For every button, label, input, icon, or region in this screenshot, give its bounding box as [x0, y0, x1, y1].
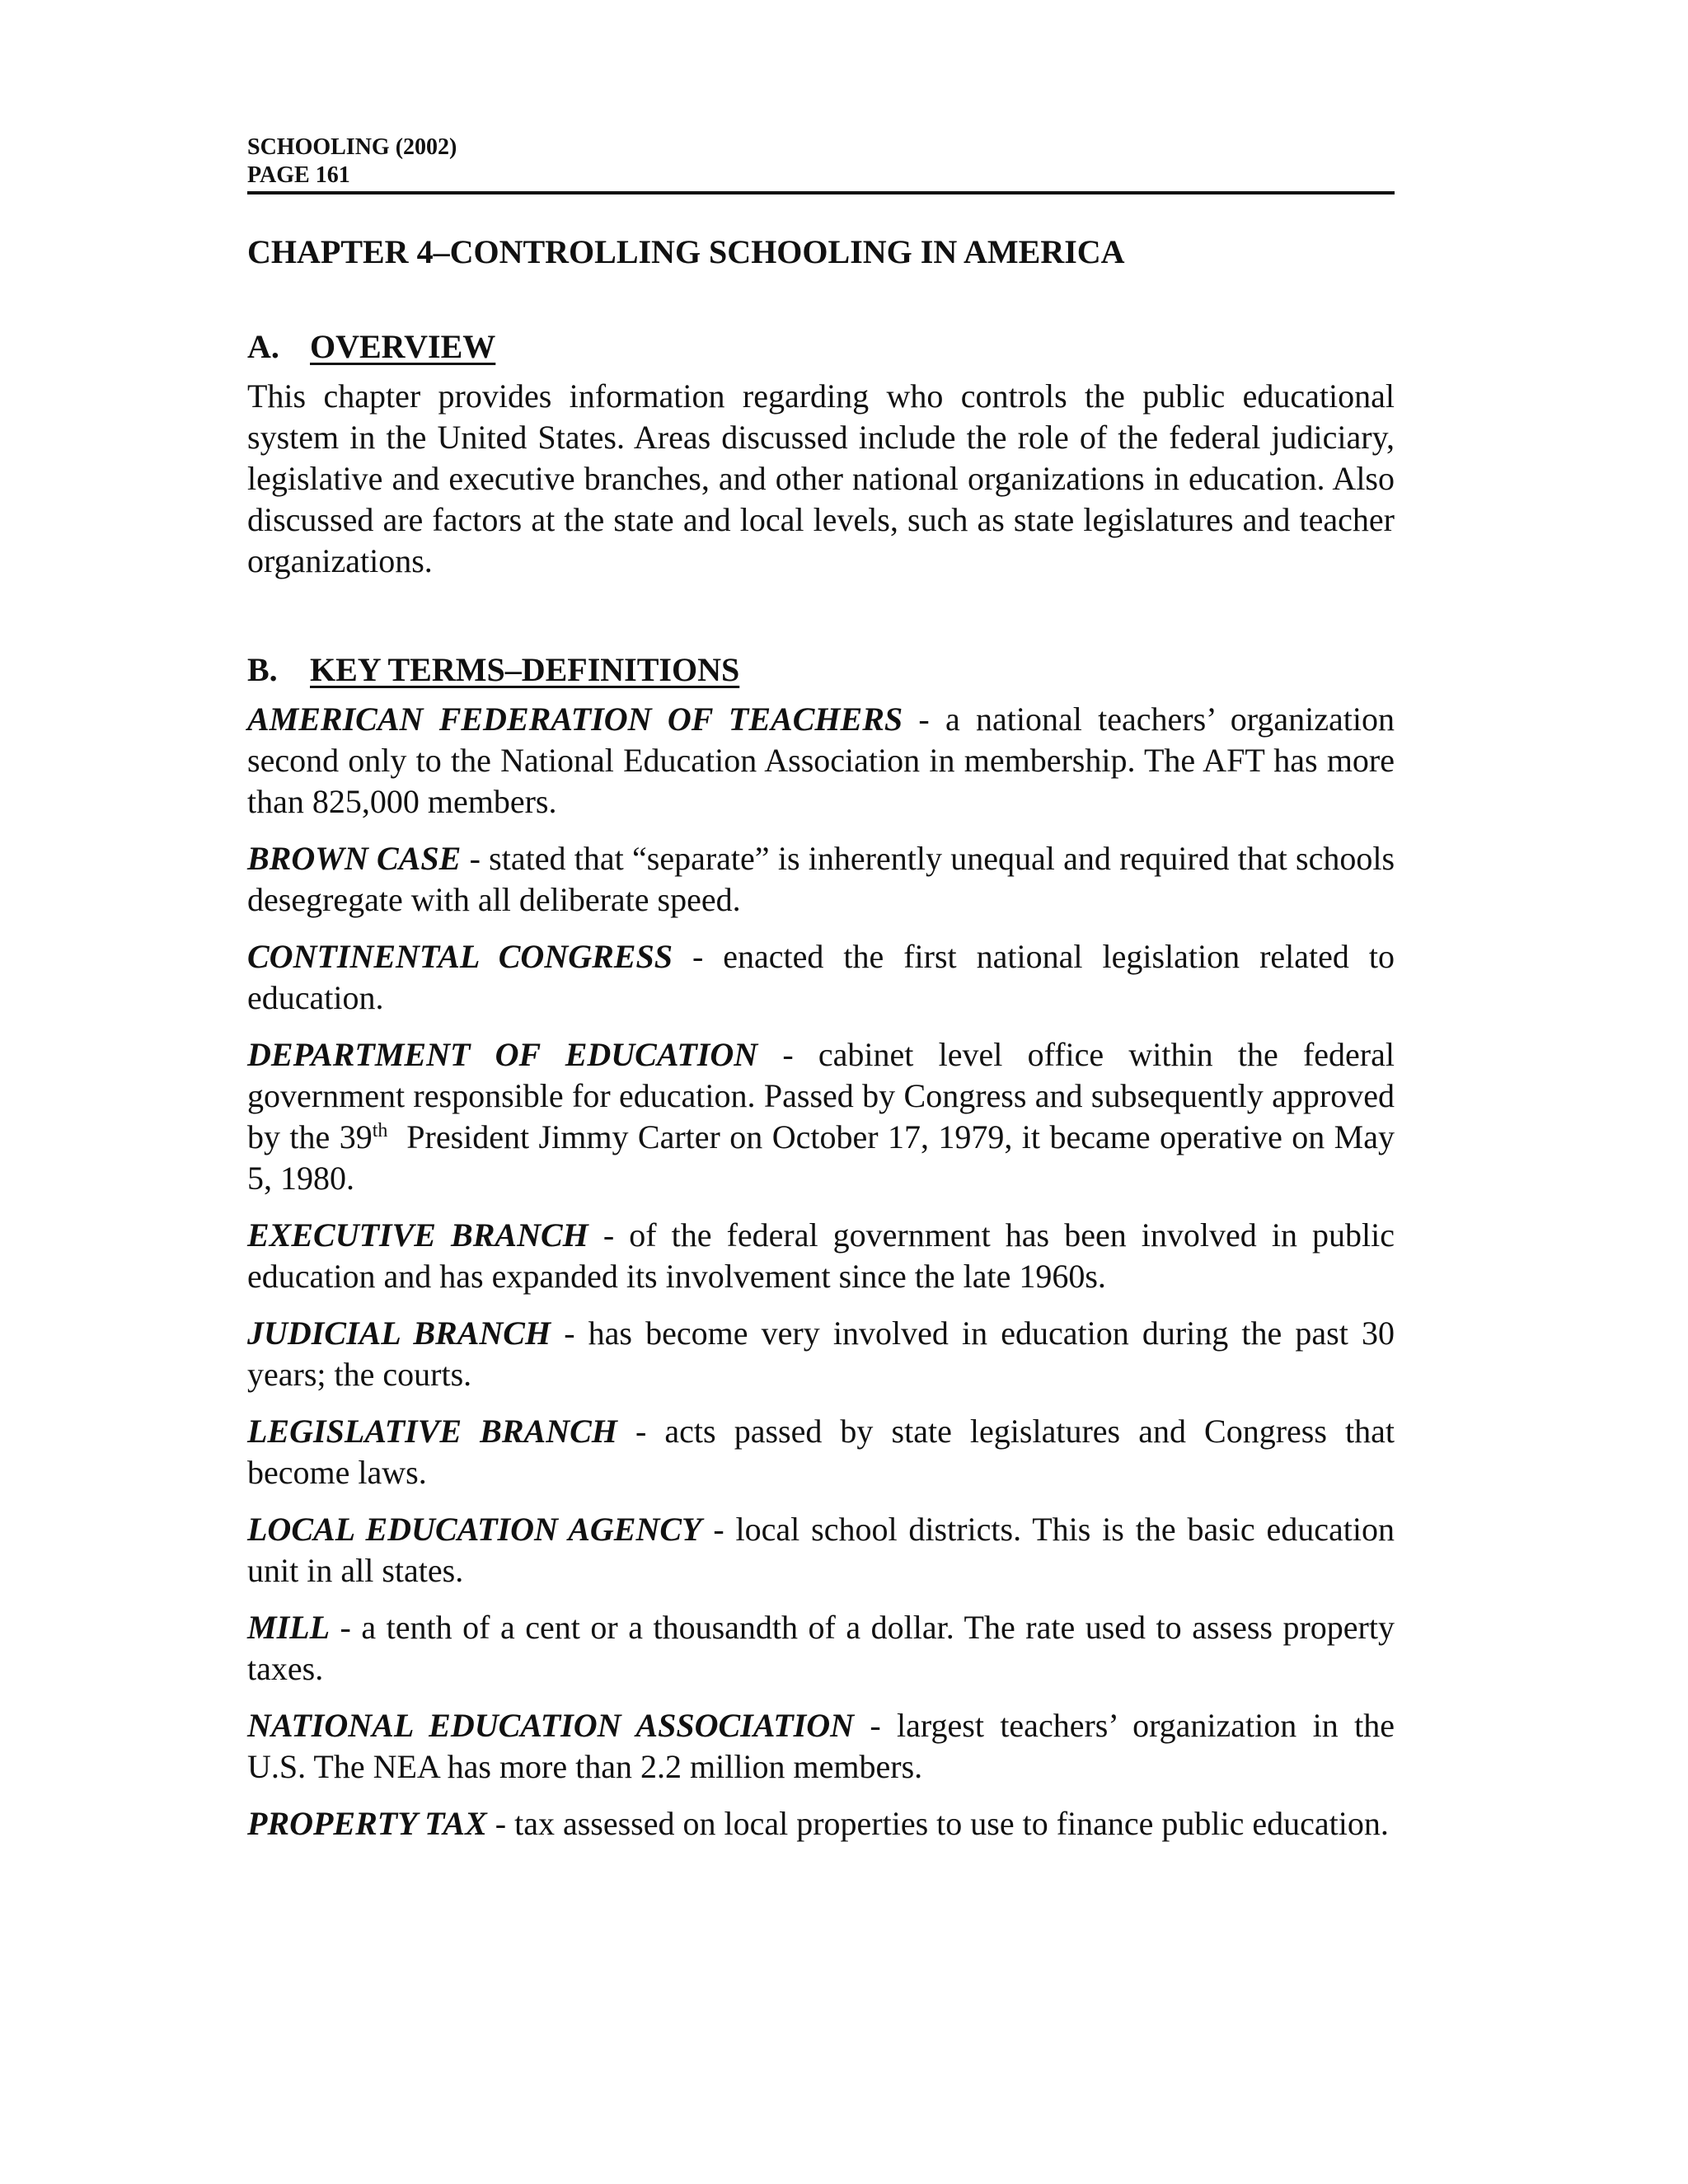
term-name: AMERICAN FEDERATION OF TEACHERS	[247, 701, 903, 738]
term-legislative-branch	[247, 1411, 1395, 1493]
term-name: LEGISLATIVE BRANCH	[247, 1413, 617, 1450]
term-definition: - enacted the first national legislation related to education.	[247, 938, 1395, 1016]
term-name: BROWN CASE	[247, 840, 462, 877]
running-header-title: SCHOOLING (2002)	[247, 134, 457, 160]
section-a-title: OVERVIEW	[310, 328, 496, 365]
key-terms-list	[247, 699, 1403, 1844]
term-definition: - acts passed by state legislatures and Congress that become laws.	[247, 1413, 1395, 1491]
chapter-title: CHAPTER 4–CONTROLLING SCHOOLING IN AMERICA	[247, 233, 1125, 270]
term-definition: - stated that “separate” is inherently unequal and required that schools desegregate with all deliberate speed.	[247, 840, 1395, 918]
term-name: PROPERTY TAX	[247, 1805, 487, 1842]
term-name: NATIONAL EDUCATION ASSOCIATION	[247, 1707, 854, 1744]
term-definition: - local school districts. This is the basic education unit in all states.	[247, 1511, 1395, 1589]
term-continental-congress	[247, 936, 1395, 1019]
term-name: DEPARTMENT OF EDUCATION	[247, 1036, 758, 1073]
header-rule	[247, 191, 1395, 194]
section-a-heading	[247, 326, 1395, 368]
term-national-education-association	[247, 1705, 1395, 1788]
document-page	[247, 134, 1403, 1844]
term-department-of-education	[247, 1034, 1403, 1199]
term-definition: - a national teachers’ organization second only to the National Education Association in membership. The AFT has more than 825,000 members.	[247, 701, 1395, 820]
term-name: EXECUTIVE BRANCH	[247, 1216, 588, 1254]
term-property-tax	[247, 1803, 1395, 1844]
term-executive-branch	[247, 1215, 1395, 1297]
term-american-federation-of-teachers	[247, 699, 1395, 823]
term-mill	[247, 1607, 1395, 1690]
section-b-heading	[247, 649, 1395, 691]
term-name: MILL	[247, 1609, 330, 1646]
term-definition: - has become very involved in education during the past 30 years; the courts.	[247, 1315, 1395, 1393]
term-name: LOCAL EDUCATION AGENCY	[247, 1511, 702, 1548]
term-definition: - largest teachers’ organization in the U.S. The NEA has more than 2.2 million members.	[247, 1707, 1395, 1785]
term-brown-case	[247, 838, 1395, 921]
term-definition: - a tenth of a cent or a thousandth of a dollar. The rate used to assess property taxes.	[247, 1609, 1395, 1687]
section-a-letter: A.	[247, 328, 279, 365]
term-definition: - cabinet level office within the federal government responsible for education. Passed by Congress and subsequently approved by the 39	[247, 1036, 1395, 1155]
term-definition: - tax assessed on local properties to use to finance public education.	[486, 1805, 1389, 1842]
term-definition-continued: President Jimmy Carter on October 17, 1979, it became operative on May 5, 1980.	[247, 1118, 1403, 1197]
term-name: JUDICIAL BRANCH	[247, 1315, 551, 1352]
term-definition: - of the federal government has been involved in public education and has expanded its involvement since the late 1960s.	[247, 1216, 1395, 1295]
running-header-page-number: PAGE 161	[247, 162, 350, 188]
term-name: CONTINENTAL CONGRESS	[247, 938, 673, 975]
running-header	[247, 134, 1395, 190]
term-local-education-agency	[247, 1509, 1395, 1591]
section-b-letter: B.	[247, 651, 278, 688]
overview-paragraph: This chapter provides information regarding who controls the public educational system in the United States. Areas discussed include the role of the federal judiciary, legislative and executive branches, and other national organizations in education. Also discussed are factors at the state and local levels, such as state legislatures and teacher organizations.	[247, 377, 1395, 579]
term-judicial-branch	[247, 1313, 1395, 1395]
ordinal-superscript: th	[372, 1120, 388, 1141]
section-b-title: KEY TERMS–DEFINITIONS	[310, 651, 740, 688]
